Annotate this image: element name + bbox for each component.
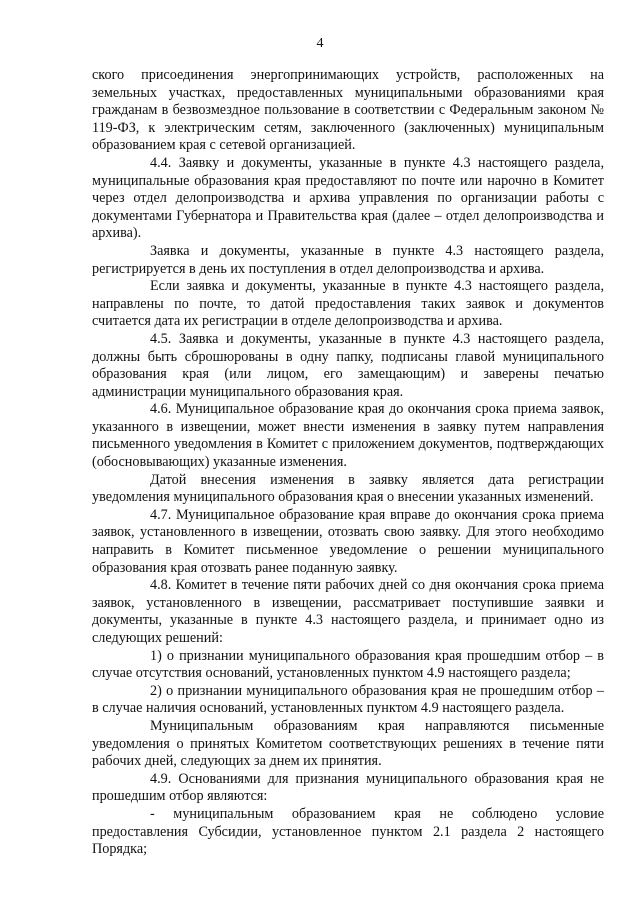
paragraph-4-6: 4.6. Муниципальное образование края до окончания срока приема заявок, указанного в извещении, может внести изменения в заявку путем направления письменного уведомления в Комитет с приложением документов, подтверждающих (обосновывающих) указанные изменения.: [92, 401, 604, 471]
paragraph-4-4: 4.4. Заявку и документы, указанные в пункте 4.3 настоящего раздела, муниципальные образования края предоставляют по почте или нарочно в Комитет через отдел делопроизводства и архива управления по организации работы с документами Губернатора и Правительства края (далее – отдел делопроизводства и архива).: [92, 154, 604, 242]
paragraph-4-5: 4.5. Заявка и документы, указанные в пункте 4.3 настоящего раздела, должны быть сброшюрованы в одну папку, подписаны главой муниципального образования края (или лицом, его замещающим) и заверены печатью администрации муниципального образования края.: [92, 330, 604, 400]
list-item-decision-2: 2) о признании муниципального образования края не прошедшим отбор – в случае наличия оснований, установленных пунктом 4.9 настоящего раздела.: [92, 682, 604, 717]
list-item-ground-1: - муниципальным образованием края не соблюдено условие предоставления Субсидии, установленное пунктом 2.1 раздела 2 настоящего Порядка;: [92, 805, 604, 858]
paragraph-postal: Если заявка и документы, указанные в пункте 4.3 настоящего раздела, направлены по почте, то датой предоставления таких заявок и документов считается дата их регистрации в отделе делопроизводства и архива.: [92, 278, 604, 330]
paragraph-4-7: 4.7. Муниципальное образование края вправе до окончания срока приема заявок, установленного в извещении, отозвать свою заявку. Для этого необходимо направить в Комитет письменное уведомление о решении муниципального образования края отозвать ранее поданную заявку.: [92, 506, 604, 576]
paragraph-4-8: 4.8. Комитет в течение пяти рабочих дней со дня окончания срока приема заявок, установленного в извещении, рассматривает поступившие заявки и документы, указанные в пункте 4.3 настоящего раздела, и принимает одно из следующих решений:: [92, 577, 604, 646]
page-number: 4: [316, 36, 324, 51]
paragraph-continuation: ского присоединения энергопринимающих устройств, расположенных на земельных участках, предоставленных муниципальными образованиями края гражданам в безвозмездное пользование в соответствии с Федеральным законом № 119-ФЗ, к электрическим сетям, заключенного (заключенных) муниципальным образованием края с сетевой организацией.: [92, 67, 604, 154]
document-body: [92, 67, 604, 859]
paragraph-registration: Заявка и документы, указанные в пункте 4.3 настоящего раздела, регистрируется в день их поступления в отдел делопроизводства и архива.: [92, 242, 604, 277]
paragraph-4-9: 4.9. Основаниями для признания муниципального образования края не прошедшим отбор являются:: [92, 770, 604, 805]
paragraph-notifications: Муниципальным образованиям края направляются письменные уведомления о принятых Комитетом соответствующих решениях в течение пяти рабочих дней, следующих за днем их принятия.: [92, 717, 604, 770]
paragraph-change-date: Датой внесения изменения в заявку является дата регистрации уведомления муниципального образования края о внесении указанных изменений.: [92, 471, 604, 506]
list-item-decision-1: 1) о признании муниципального образования края прошедшим отбор – в случае отсутствия оснований, установленных пунктом 4.9 настоящего раздела;: [92, 647, 604, 682]
